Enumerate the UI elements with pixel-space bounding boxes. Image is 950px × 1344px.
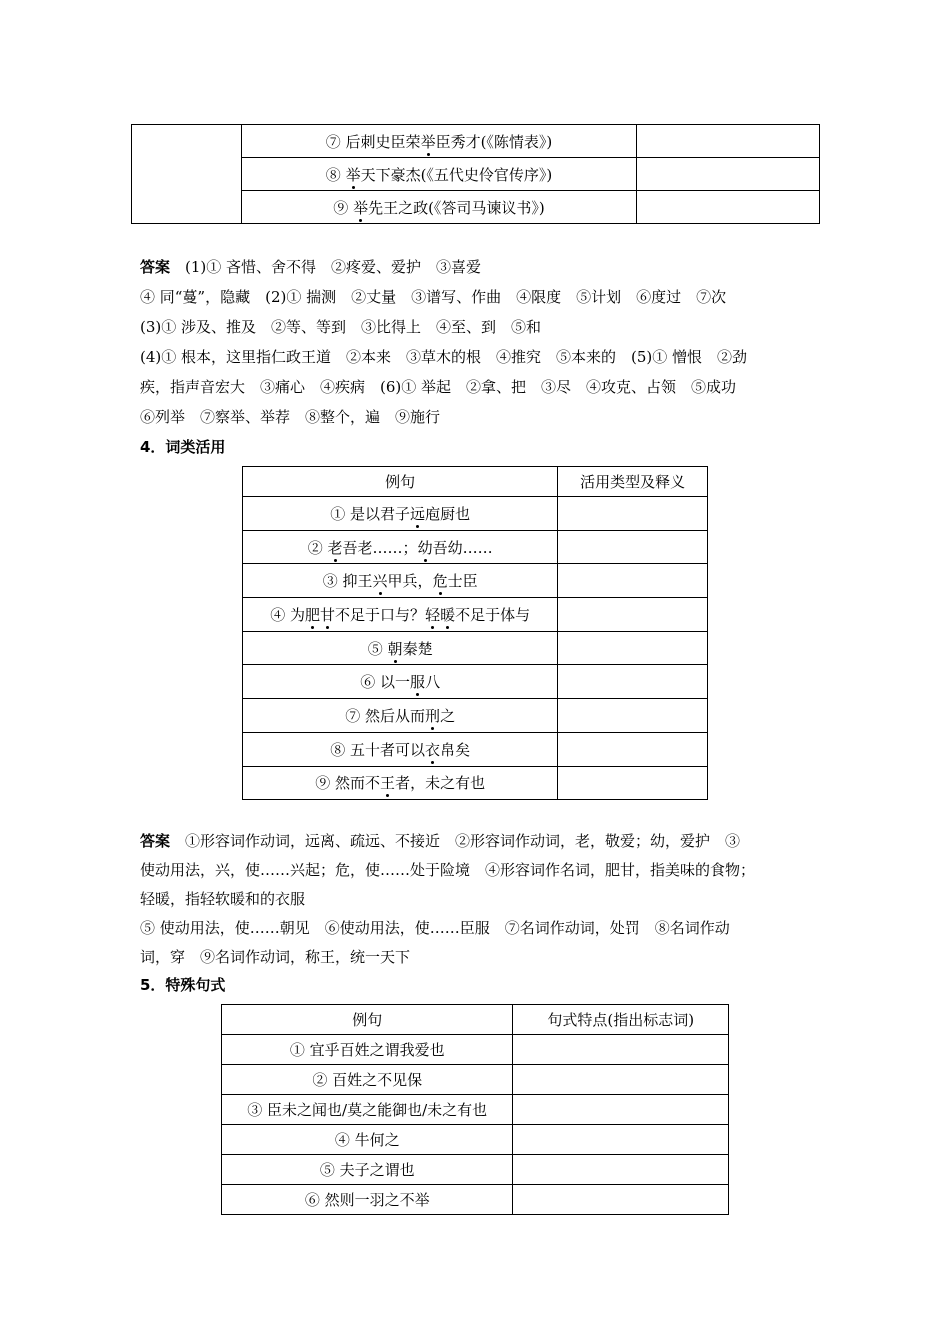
answer-label: 答案 — [140, 832, 171, 850]
answer-cell — [513, 1185, 729, 1215]
answer-cell — [558, 598, 708, 632]
table-row — [243, 631, 708, 665]
answer-cell — [558, 732, 708, 766]
text-segment: 八 — [425, 673, 441, 692]
emphasized-char: 衣 — [425, 740, 441, 759]
emphasized-char: 甘 — [320, 605, 336, 624]
text-segment: 吾幼…… — [432, 538, 493, 557]
empty-cell — [132, 125, 242, 224]
emphasized-char: 兴 — [372, 572, 388, 591]
table-row — [132, 125, 820, 158]
example-sentence: ⑤ 夫子之谓也 — [222, 1155, 513, 1185]
text-segment: 甲兵， — [387, 572, 433, 591]
answer-cell — [558, 665, 708, 699]
emphasized-char: 幼 — [417, 538, 433, 557]
section-5-heading: 5．特殊句式 — [140, 976, 226, 994]
example-sentence — [243, 598, 558, 632]
answer-cell — [513, 1095, 729, 1125]
emphasized-char: 轻 — [425, 605, 441, 624]
text-segment: ⑥ 以一 — [360, 673, 411, 692]
text-segment: ⑤ — [367, 639, 388, 658]
emphasized-char: 服 — [410, 673, 426, 692]
answer-line: (4)① 根本，这里指仁政王道 ②本来 ③草木的根 ④推究 ⑤本来的 (5)① 憎恨 ②劲 — [140, 348, 748, 366]
emphasized-char: 危 — [432, 572, 448, 591]
table-row — [243, 564, 708, 598]
text-segment: ① 是以君子 — [330, 504, 411, 523]
text-segment: 庖厨也 — [425, 504, 471, 523]
table-row — [243, 530, 708, 564]
emphasized-char: 王 — [380, 774, 396, 793]
text-segment: ⑦ 后刺史臣荣 — [325, 132, 421, 151]
answer-line: ⑤ 使动用法，使……朝见 ⑥使动用法，使……臣服 ⑦名词作动词，处罚 ⑧名词作动 — [140, 919, 730, 937]
table-row — [222, 1035, 729, 1065]
answer-line: 答案 (1)① 吝惜、舍不得 ②疼爱、爱护 ③喜爱 — [140, 258, 482, 276]
text-segment: 帛矣 — [440, 740, 471, 759]
answer-line: 轻暖，指轻软暖和的衣服 — [140, 890, 306, 908]
emphasized-char: 肥 — [305, 605, 321, 624]
column-header: 句式特点(指出标志词) — [513, 1005, 729, 1035]
table-row — [243, 732, 708, 766]
answer-cell — [637, 125, 820, 158]
example-sentence — [241, 158, 636, 191]
section-4-heading: 4．词类活用 — [140, 438, 226, 456]
answer-cell — [558, 530, 708, 564]
table-row — [222, 1065, 729, 1095]
answer-line: 词，穿 ⑨名词作动词，称王，统一天下 — [140, 948, 411, 966]
example-sentence — [243, 530, 558, 564]
text-segment: ⑨ — [333, 198, 354, 217]
emphasized-char: 远 — [410, 504, 426, 523]
example-sentence — [243, 497, 558, 531]
text-segment: ⑧ 五十者可以 — [330, 740, 426, 759]
example-sentence: ① 宜乎百姓之谓我爱也 — [222, 1035, 513, 1065]
example-sentence — [243, 564, 558, 598]
answer-cell — [558, 699, 708, 733]
answer-cell — [558, 564, 708, 598]
answer-line: (3)① 涉及、推及 ②等、等到 ③比得上 ④至、到 ⑤和 — [140, 318, 542, 336]
example-sentence — [243, 732, 558, 766]
answer-cell — [637, 158, 820, 191]
table-top — [131, 124, 820, 224]
emphasized-char: 刑 — [425, 706, 441, 725]
text-segment: 吾老……； — [342, 538, 418, 557]
example-sentence: ② 百姓之不见保 — [222, 1065, 513, 1095]
emphasized-char: 举 — [353, 198, 369, 217]
text-segment: 士臣 — [447, 572, 478, 591]
text-segment: 先王之政(《答司马谏议书》) — [368, 198, 545, 217]
text-segment: 者，未之有也 — [395, 774, 486, 793]
example-sentence — [243, 699, 558, 733]
example-sentence: ⑥ 然则一羽之不举 — [222, 1185, 513, 1215]
text-segment: 天下豪杰(《五代史伶官传序》) — [360, 165, 553, 184]
answer-line: 疾，指声音宏大 ③痛心 ④疾病 (6)① 举起 ②拿、把 ③尽 ④攻克、占领 ⑤成功 — [140, 378, 737, 396]
text-segment: 不足于口与？ — [335, 605, 426, 624]
text-segment: ⑨ 然而不 — [315, 774, 381, 793]
answer-label: 答案 — [140, 258, 171, 276]
table-row — [222, 1185, 729, 1215]
answer-cell — [558, 766, 708, 800]
answer-cell — [513, 1155, 729, 1185]
answer-line: 答案 ①形容词作动词，远离、疏远、不接近 ②形容词作动词，老，敬爱；幼，爱护 ③ — [140, 832, 741, 850]
text-segment: 不足于体与 — [455, 605, 531, 624]
example-sentence — [243, 665, 558, 699]
emphasized-char: 举 — [345, 165, 361, 184]
table-row — [222, 1125, 729, 1155]
answer-line: 使动用法，兴，使……兴起；危，使……处于险境 ④形容词作名词，肥甘，指美味的食物； — [140, 861, 756, 879]
text-segment: ⑧ — [325, 165, 346, 184]
column-header: 例句 — [222, 1005, 513, 1035]
emphasized-char: 暖 — [440, 605, 456, 624]
text-segment: ④ 为 — [270, 605, 306, 624]
answer-cell — [513, 1035, 729, 1065]
table-row — [222, 1155, 729, 1185]
emphasized-char: 朝 — [387, 639, 403, 658]
table-section-4 — [242, 466, 708, 800]
answer-line: ⑥列举 ⑦察举、举荐 ⑧整个，遍 ⑨施行 — [140, 408, 441, 426]
column-header: 例句 — [243, 467, 558, 497]
emphasized-char: 举 — [420, 132, 436, 151]
column-header: 活用类型及释义 — [558, 467, 708, 497]
table-row — [243, 699, 708, 733]
answer-cell — [558, 497, 708, 531]
table-row — [243, 766, 708, 800]
text-segment: ② — [307, 538, 328, 557]
table-section-5 — [221, 1004, 729, 1215]
example-sentence — [243, 631, 558, 665]
example-sentence — [241, 191, 636, 224]
emphasized-char: 老 — [327, 538, 343, 557]
text-segment: 秦楚 — [402, 639, 433, 658]
example-sentence — [243, 766, 558, 800]
answer-cell — [513, 1065, 729, 1095]
answer-cell — [637, 191, 820, 224]
answer-line: ④ 同“蔓”，隐藏 (2)① 揣测 ②丈量 ③谱写、作曲 ④限度 ⑤计划 ⑥度过 ⑦次 — [140, 288, 727, 306]
text-segment: ⑦ 然后从而 — [345, 706, 426, 725]
answer-cell — [558, 631, 708, 665]
example-sentence: ④ 牛何之 — [222, 1125, 513, 1155]
answer-cell — [513, 1125, 729, 1155]
text-segment: ③ 抑王 — [322, 572, 373, 591]
table-row — [243, 598, 708, 632]
example-sentence — [241, 125, 636, 158]
text-segment: 之 — [440, 706, 456, 725]
table-row — [243, 665, 708, 699]
table-row — [222, 1095, 729, 1125]
table-row — [243, 497, 708, 531]
example-sentence: ③ 臣未之闻也/莫之能御也/未之有也 — [222, 1095, 513, 1125]
text-segment: 臣秀才(《陈情表》) — [435, 132, 553, 151]
